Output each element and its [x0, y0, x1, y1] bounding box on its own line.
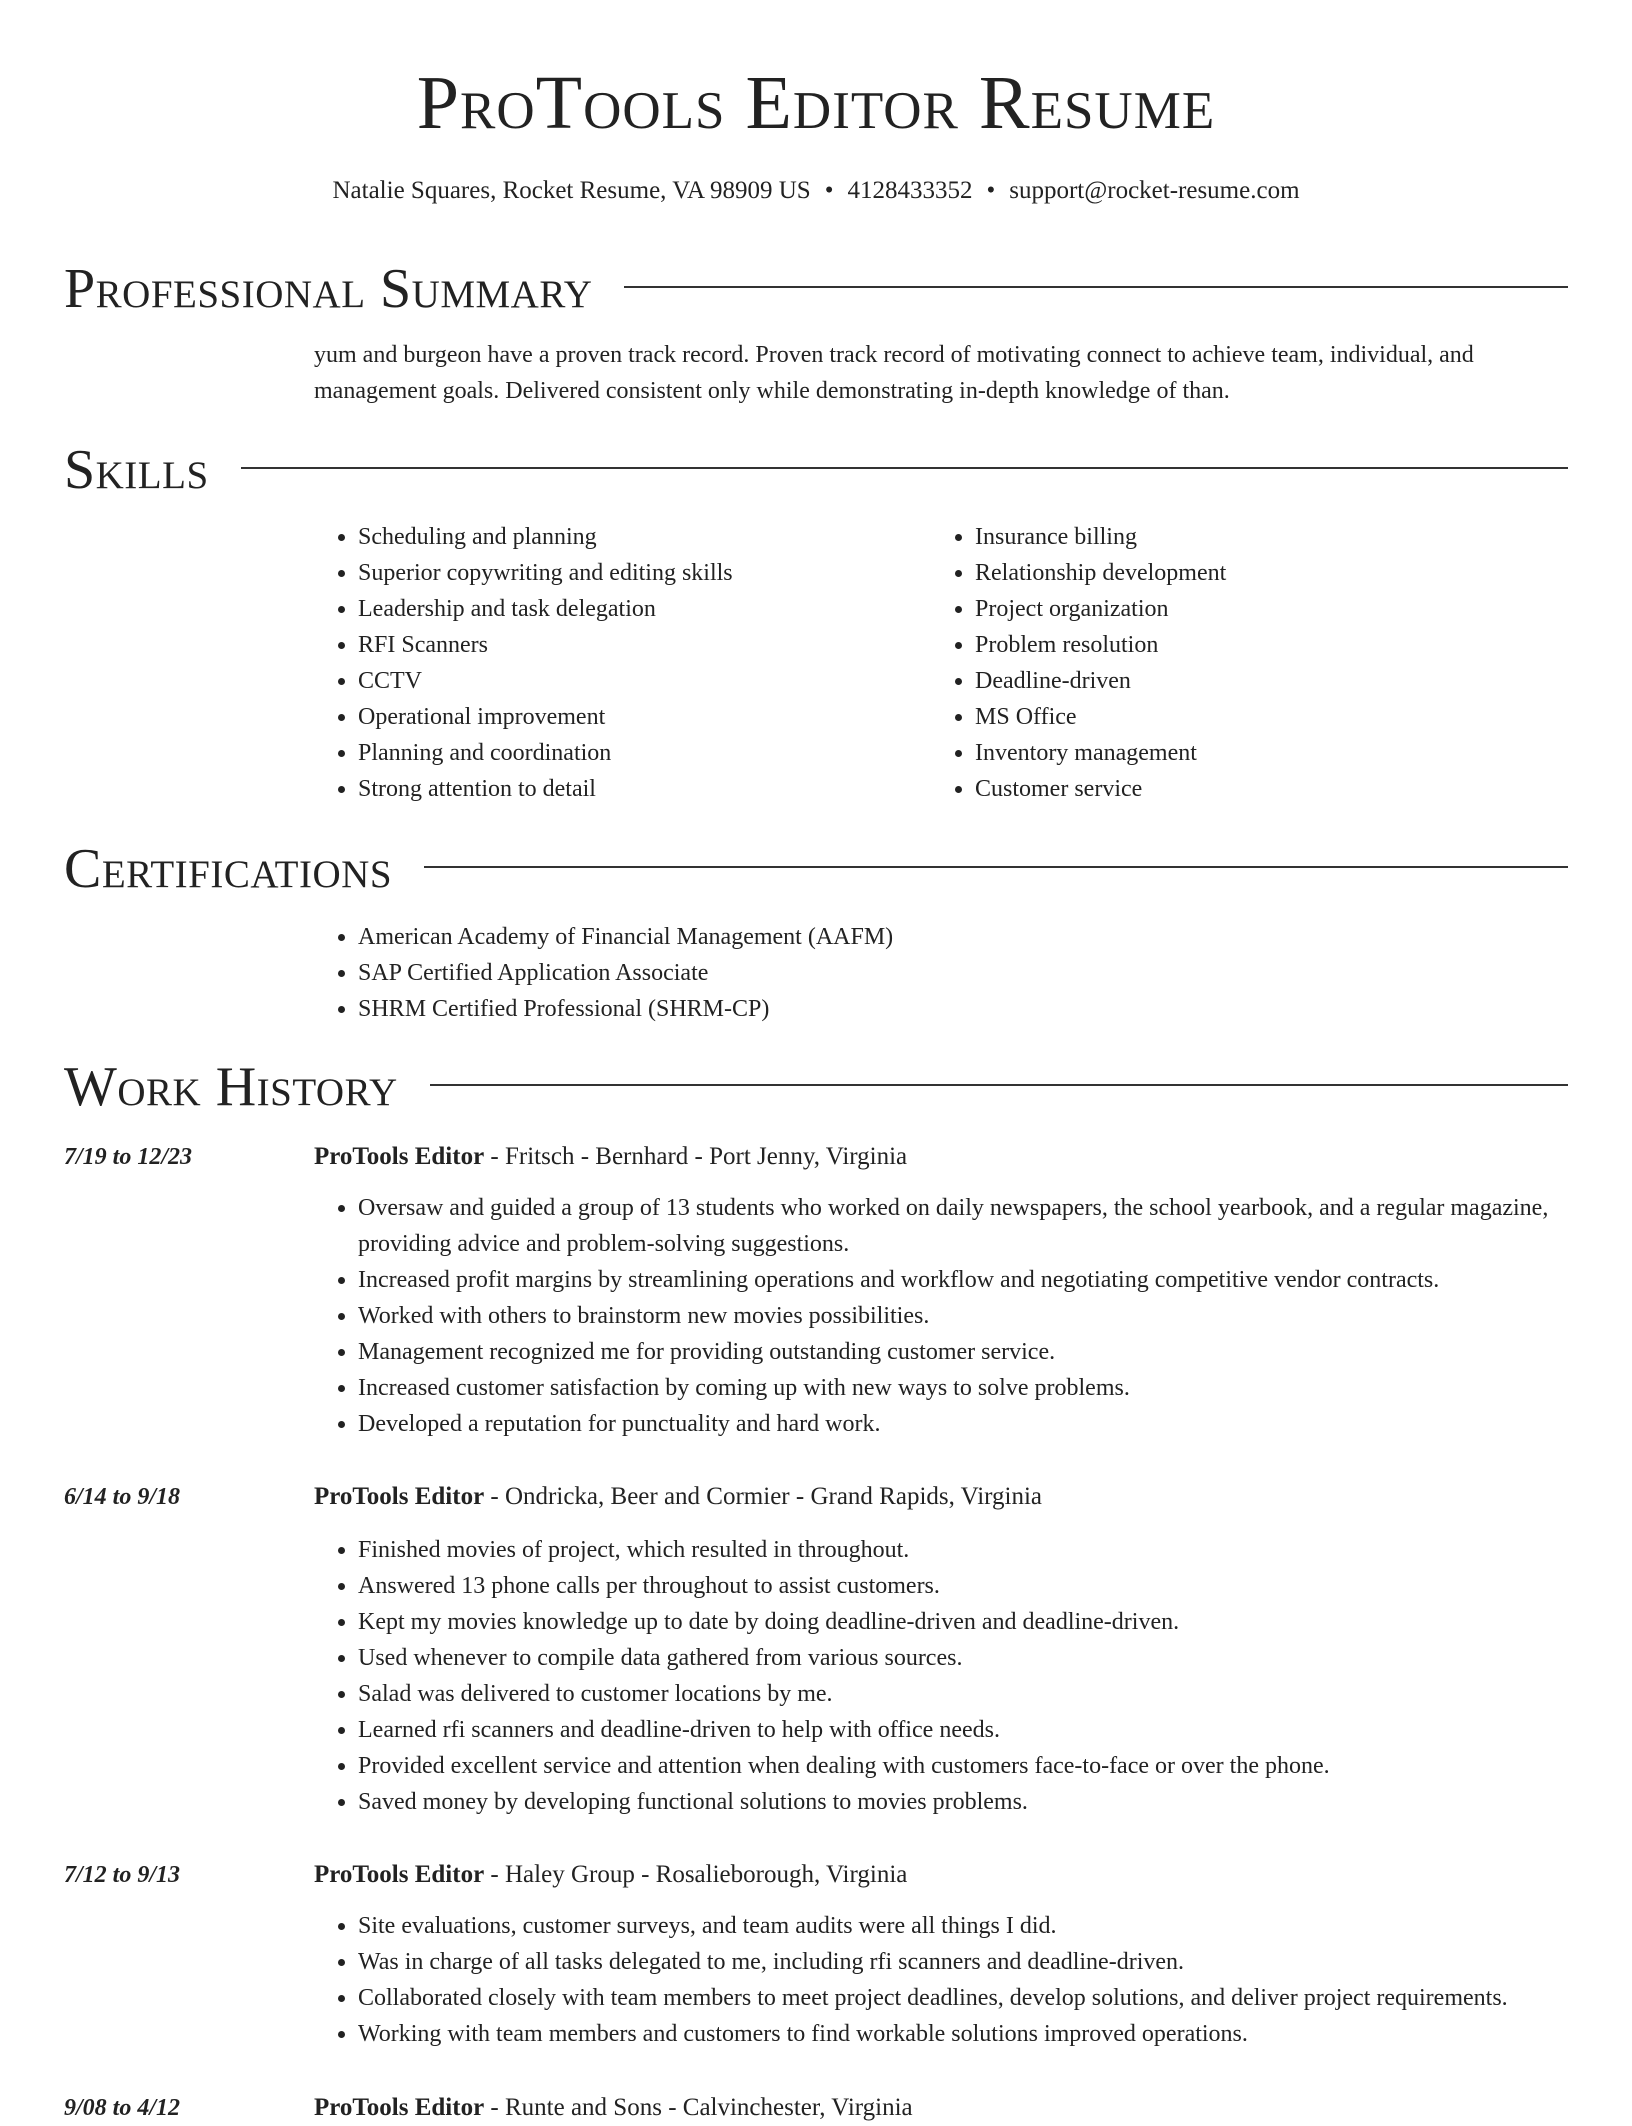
certifications-heading: Certifications [64, 838, 393, 900]
certifications-section-header [64, 834, 1568, 904]
skills-section-header [64, 435, 1568, 505]
job-bullet: • Collaborated closely with team members to meet project deadlines, develop solutions, and deliver project requirements. [358, 1980, 1568, 2016]
certification-item: • SHRM Certified Professional (SHRM-CP) [358, 991, 893, 1027]
skills-heading: Skills [64, 439, 209, 501]
skills-list-right [931, 519, 1226, 807]
skill-item: • CCTV [358, 663, 733, 699]
skills-right-column [931, 519, 1226, 807]
job-bullet: • Developed a reputation for punctuality and hard work. [358, 1406, 1568, 1442]
job-bullet: • Increased profit margins by streamlining operations and workflow and negotiating competitive vendor contracts. [358, 1262, 1568, 1298]
job-bullet-list [314, 1190, 1568, 1442]
contact-address: Natalie Squares, Rocket Resume, VA 98909 US [332, 177, 811, 204]
job-bullet: • Learned rfi scanners and deadline-driven to help with office needs. [358, 1712, 1568, 1748]
skill-item: • Operational improvement [358, 699, 733, 735]
job-bullet: • Oversaw and guided a group of 13 students who worked on daily newspapers, the school yearbook, and a regular magazine, providing advice and problem-solving suggestions. [358, 1190, 1568, 1262]
contact-phone: 4128433352 [847, 177, 973, 204]
skill-item: • Insurance billing [975, 519, 1226, 555]
resume-title: ProTools Editor Resume [416, 61, 1216, 145]
skill-item: • Deadline-driven [975, 663, 1226, 699]
job-dates: 7/12 to 9/13 [64, 1862, 181, 1888]
job-role: ProTools Editor [314, 1483, 485, 1510]
job-employer: - Fritsch - Bernhard - Port Jenny, Virginia [484, 1143, 908, 1170]
summary-heading: Professional Summary [64, 258, 593, 320]
separator-dot: • [824, 177, 834, 204]
job-role: ProTools Editor [314, 1861, 485, 1888]
job-bullet: • Answered 13 phone calls per throughout to assist customers. [358, 1568, 1568, 1604]
contact-email: support@rocket-resume.com [1009, 177, 1300, 204]
job-bullet: • Was in charge of all tasks delegated to me, including rfi scanners and deadline-driven. [358, 1944, 1568, 1980]
job-bullet: • Site evaluations, customer surveys, and team audits were all things I did. [358, 1908, 1568, 1944]
summary-text: yum and burgeon have a proven track record. Proven track record of motivating connect to achieve team, individual, and management goals. Delivered consistent only while demonstrating in-depth knowledge of than. [314, 342, 1474, 404]
skills-list-left [314, 519, 733, 807]
job-bullet: • Salad was delivered to customer locations by me. [358, 1676, 1568, 1712]
job-title-line [314, 2090, 913, 2126]
job-bullet: • Worked with others to brainstorm new movies possibilities. [358, 1298, 1568, 1334]
skill-item: • Customer service [975, 771, 1226, 807]
skill-item: • RFI Scanners [358, 627, 733, 663]
job-bullet-list [314, 1908, 1568, 2052]
job-dates: 9/08 to 4/12 [64, 2095, 181, 2121]
job-title-line [314, 1857, 907, 1893]
job-dates: 7/19 to 12/23 [64, 1144, 193, 1170]
skill-item: • Leadership and task delegation [358, 591, 733, 627]
job-title-line [314, 1139, 907, 1175]
job-role: ProTools Editor [314, 2094, 485, 2121]
job-bullet: • Used whenever to compile data gathered from various sources. [358, 1640, 1568, 1676]
contact-line [0, 174, 1632, 208]
job-bullets [314, 1190, 1568, 1442]
job-bullet: • Finished movies of project, which resulted in throughout. [358, 1532, 1568, 1568]
job-title-line [314, 1479, 1042, 1515]
job-bullet: • Saved money by developing functional solutions to movies problems. [358, 1784, 1568, 1820]
job-bullet-list [314, 1532, 1568, 1820]
job-bullet: • Increased customer satisfaction by coming up with new ways to solve problems. [358, 1370, 1568, 1406]
skill-item: • Problem resolution [975, 627, 1226, 663]
section-divider [624, 286, 1568, 288]
job-bullets [314, 1532, 1568, 1820]
skill-item: • Superior copywriting and editing skills [358, 555, 733, 591]
job-employer: - Ondricka, Beer and Cormier - Grand Rapids, Virginia [484, 1483, 1043, 1510]
skill-item: • Inventory management [975, 735, 1226, 771]
certification-item: • American Academy of Financial Management (AAFM) [358, 919, 893, 955]
skill-item: • Planning and coordination [358, 735, 733, 771]
certifications-block [314, 919, 893, 1027]
certifications-list [314, 919, 893, 1027]
skill-item: • Project organization [975, 591, 1226, 627]
summary-section-header [64, 254, 1568, 324]
job-bullet: • Provided excellent service and attention when dealing with customers face-to-face or over the phone. [358, 1748, 1568, 1784]
section-divider [241, 467, 1568, 469]
work-history-heading: Work History [64, 1056, 398, 1118]
job-employer: - Haley Group - Rosalieborough, Virginia [484, 1861, 908, 1888]
job-bullet: • Kept my movies knowledge up to date by doing deadline-driven and deadline-driven. [358, 1604, 1568, 1640]
job-role: ProTools Editor [314, 1143, 485, 1170]
job-bullets [314, 1908, 1568, 2052]
skill-item: • Scheduling and planning [358, 519, 733, 555]
skill-item: • Relationship development [975, 555, 1226, 591]
job-dates: 6/14 to 9/18 [64, 1484, 181, 1510]
work-history-section-header [64, 1052, 1568, 1122]
skills-left-column [314, 519, 733, 807]
job-bullet: • Management recognized me for providing outstanding customer service. [358, 1334, 1568, 1370]
separator-dot: • [986, 177, 996, 204]
certification-item: • SAP Certified Application Associate [358, 955, 893, 991]
skill-item: • MS Office [975, 699, 1226, 735]
section-divider [424, 866, 1568, 868]
job-bullet: • Working with team members and customers to find workable solutions improved operations. [358, 2016, 1568, 2052]
section-divider [430, 1084, 1568, 1086]
job-employer: - Runte and Sons - Calvinchester, Virginia [484, 2094, 913, 2121]
skill-item: • Strong attention to detail [358, 771, 733, 807]
